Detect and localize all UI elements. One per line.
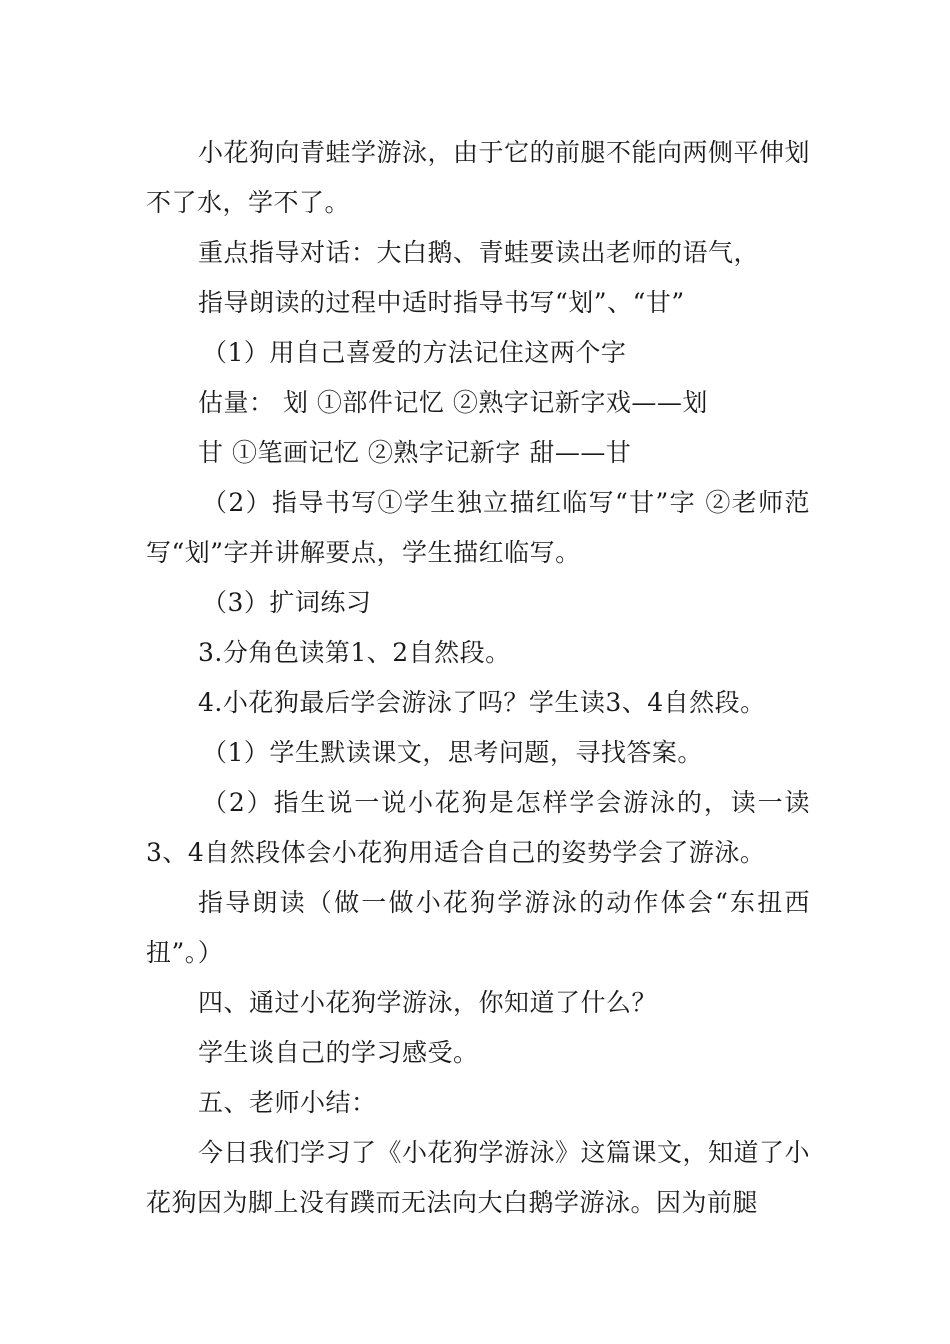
paragraph-student-feelings: 学生谈自己的学习感受。: [198, 1038, 479, 1067]
paragraph-dialogue-guidance: 重点指导对话：大白鹅、青蛙要读出老师的语气，: [198, 238, 760, 267]
document-body: [146, 128, 810, 1228]
paragraph-step-2-writing: （2）指导书写①学生独立描红临写“甘”字 ②老师范写“划”字并讲解要点，学生描红临写。: [146, 488, 810, 567]
heading-section-five: 五、老师小结：: [198, 1088, 377, 1117]
paragraph-gan-memory: 甘 ①笔画记忆 ②熟字记新字 甜——甘: [198, 438, 632, 467]
paragraph-estimate-hua: 估量： 划 ①部件记忆 ②熟字记新字戏——划: [198, 388, 708, 417]
paragraph-how-learned: （2）指生说一说小花狗是怎样学会游泳的，读一读3、4自然段体会小花狗用适合自己的姿势学会了游泳。: [146, 788, 810, 867]
paragraph-reading-aloud-action: 指导朗读（做一做小花狗学游泳的动作体会“东扭西扭”。）: [146, 888, 810, 967]
paragraph-frog-lesson: 小花狗向青蛙学游泳，由于它的前腿不能向两侧平伸划不了水，学不了。: [146, 138, 811, 217]
paragraph-role-reading: 3.分角色读第1、2自然段。: [198, 638, 511, 667]
paragraph-teacher-summary: 今日我们学习了《小花狗学游泳》这篇课文，知道了小花狗因为脚上没有蹼而无法向大白鹅学游泳。因为前腿: [146, 1138, 811, 1217]
paragraph-learned-swimming-question: 4.小花狗最后学会游泳了吗？学生读3、4自然段。: [198, 688, 766, 717]
paragraph-writing-guidance: 指导朗读的过程中适时指导书写“划”、“甘”: [198, 288, 685, 317]
paragraph-silent-reading: （1）学生默读课文，思考问题，寻找答案。: [202, 738, 703, 767]
paragraph-step-3-expand-words: （3）扩词练习: [202, 588, 372, 617]
heading-section-four: 四、通过小花狗学游泳，你知道了什么？: [198, 988, 658, 1017]
paragraph-step-1-memorize: （1）用自己喜爱的方法记住这两个字: [202, 338, 627, 367]
